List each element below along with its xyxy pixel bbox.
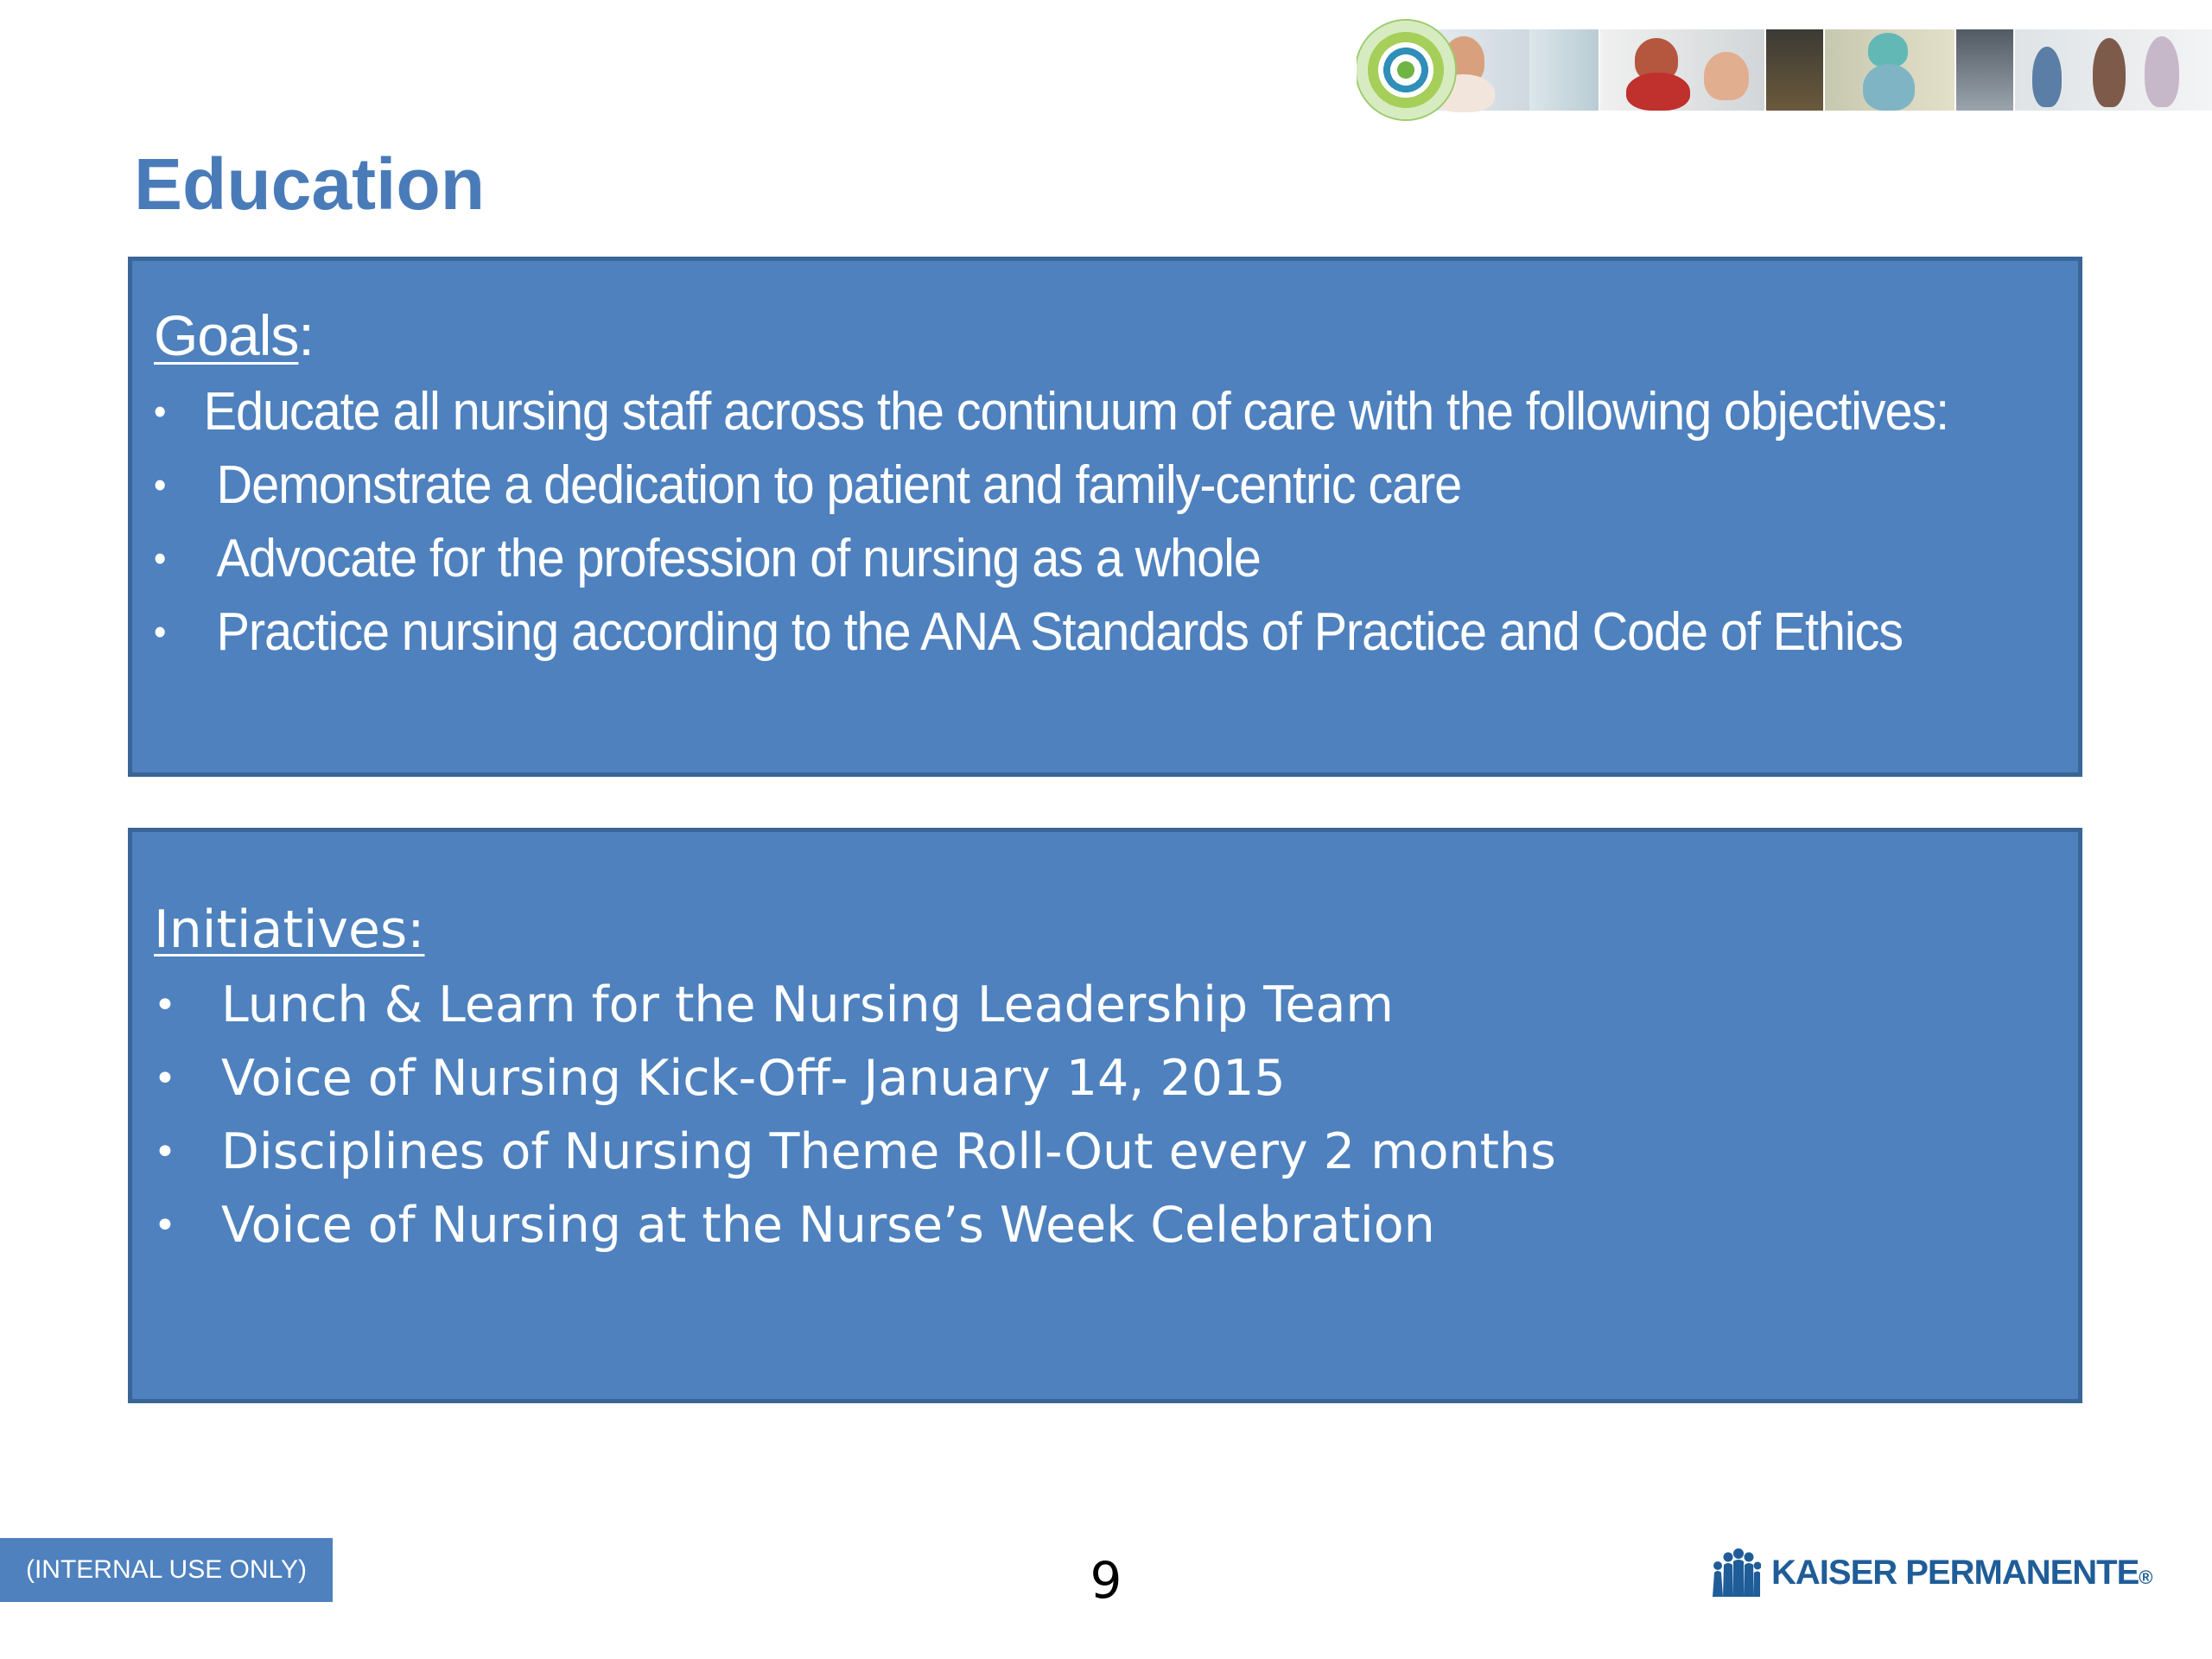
person-photo	[2145, 36, 2179, 107]
person-photo	[2032, 47, 2062, 107]
bullet-icon: •	[154, 983, 176, 1027]
initiative-text: Voice of Nursing Kick-Off- January 14, 2015	[221, 1050, 1286, 1107]
photo-tile	[1825, 29, 1955, 111]
bullet-icon: •	[154, 537, 166, 580]
initiatives-list	[154, 969, 2069, 1262]
registered-mark: ®	[2139, 1567, 2152, 1588]
goals-heading-text: Goals	[154, 303, 299, 367]
brand-logo	[1709, 1547, 2152, 1599]
bullet-icon: •	[154, 391, 166, 433]
goal-text: Educate all nursing staff across the continuum of care with the following objectives:	[203, 382, 1949, 442]
person-photo	[1626, 73, 1690, 111]
goals-list	[154, 375, 2069, 669]
photo-tile	[1766, 29, 1823, 111]
initiatives-heading-text: Initiatives:	[154, 899, 425, 960]
person-photo	[1868, 33, 1908, 67]
brand-name	[1771, 1554, 2152, 1592]
list-item	[154, 1116, 2069, 1189]
list-item	[154, 522, 1936, 595]
goals-heading-colon: :	[298, 303, 314, 367]
person-photo	[1863, 64, 1915, 111]
slide-title: Education	[134, 143, 486, 225]
initiative-text: Voice of Nursing at the Nurse’s Week Celebration	[221, 1197, 1435, 1254]
initiatives-box	[128, 828, 2082, 1403]
internal-use-tag: (INTERNAL USE ONLY)	[0, 1538, 333, 1602]
photo-tile	[1956, 29, 2013, 111]
bullet-icon: •	[154, 1057, 176, 1101]
goal-text: Demonstrate a dedication to patient and family-centric care	[216, 455, 1462, 515]
concentric-ring-logo-icon	[1357, 21, 1455, 119]
photo-tile	[1529, 29, 1599, 111]
initiatives-heading	[154, 899, 424, 960]
bullet-icon: •	[154, 1130, 176, 1174]
initiative-text: Disciplines of Nursing Theme Roll-Out every 2 months	[221, 1123, 1556, 1180]
person-photo	[2093, 38, 2126, 107]
person-photo	[1704, 52, 1749, 100]
goals-box	[128, 257, 2082, 777]
initiative-text: Lunch & Learn for the Nursing Leadership Team	[221, 976, 1394, 1033]
brand-name-text: KAISER PERMANENTE	[1771, 1554, 2139, 1592]
list-item	[154, 448, 1936, 522]
bullet-icon: •	[154, 464, 166, 506]
goal-text: Practice nursing according to the ANA Standards of Practice and Code of Ethics	[216, 602, 1903, 662]
photo-tile	[1600, 29, 1764, 111]
list-item	[154, 1189, 2069, 1262]
list-item	[154, 969, 2069, 1042]
goals-heading	[154, 302, 314, 368]
page-number: 9	[1090, 1551, 1122, 1610]
kaiser-permanente-people-icon	[1709, 1547, 1761, 1599]
bullet-icon: •	[154, 611, 166, 653]
list-item	[154, 1042, 2069, 1116]
photo-tile	[2015, 29, 2212, 111]
header-photo-banner	[1357, 19, 2212, 124]
list-item	[154, 375, 1949, 448]
bullet-icon: •	[154, 1204, 176, 1248]
list-item	[154, 595, 1936, 669]
goal-text: Advocate for the profession of nursing as a whole	[216, 529, 1261, 588]
